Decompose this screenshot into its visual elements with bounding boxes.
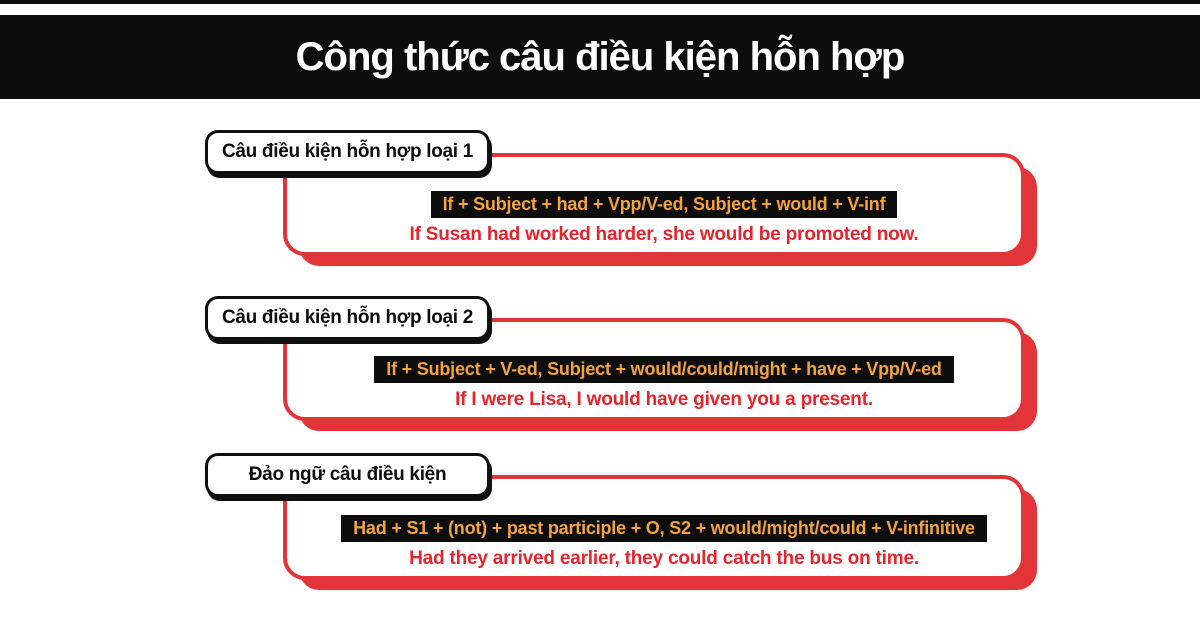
example-text: If I were Lisa, I would have given you a present. <box>455 389 873 410</box>
formula-bar: If + Subject + V-ed, Subject + would/could/might + have + Vpp/V-ed <box>374 356 953 383</box>
section-label-inversion: Đảo ngữ câu điều kiện <box>205 453 490 497</box>
formula-bar: Had + S1 + (not) + past participle + O, S2 + would/might/could + V-infinitive <box>341 515 987 542</box>
formula-bar: If + Subject + had + Vpp/V-ed, Subject + would + V-inf <box>431 191 898 218</box>
header-bar <box>0 15 1200 99</box>
example-text: If Susan had worked harder, she would be promoted now. <box>409 224 919 245</box>
top-border-strip <box>0 0 1200 4</box>
page-title: Công thức câu điều kiện hỗn hợp <box>295 34 905 79</box>
section-label-type-2: Câu điều kiện hỗn hợp loại 2 <box>205 296 490 340</box>
section-label-type-1: Câu điều kiện hỗn hợp loại 1 <box>205 130 490 174</box>
example-text: Had they arrived earlier, they could catch the bus on time. <box>409 548 919 569</box>
